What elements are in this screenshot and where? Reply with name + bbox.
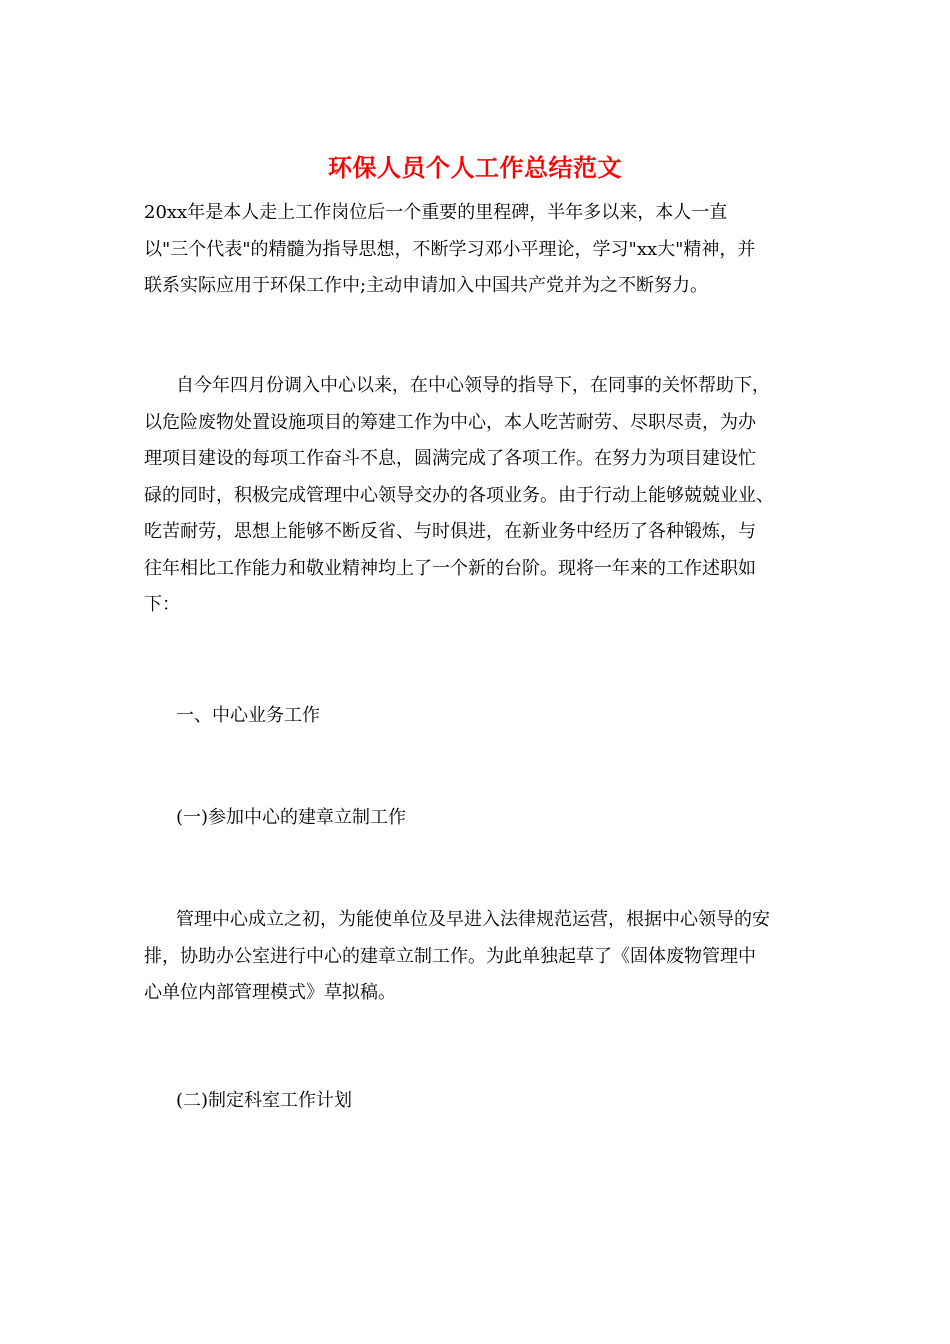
subsection-heading: (一)参加中心的建章立制工作: [176, 807, 407, 828]
section-heading: 一、中心业务工作: [176, 705, 320, 726]
intro-line: 20xx年是本人走上工作岗位后一个重要的里程碑，半年多以来，本人一直: [144, 202, 728, 223]
paragraph-line: 排，协助办公室进行中心的建章立制工作。为此单独起草了《固体废物管理中: [144, 945, 756, 967]
paragraph-line: 管理中心成立之初，为能使单位及早进入法律规范运营，根据中心领导的安: [176, 909, 770, 930]
paragraph-line: 碌的同时，积极完成管理中心领导交办的各项业务。由于行动上能够兢兢业业、: [144, 484, 774, 506]
intro-line: 以"三个代表"的精髓为指导思想，不断学习邓小平理论，学习"xx大"精神，并: [144, 238, 756, 260]
paragraph-line: 理项目建设的每项工作奋斗不息，圆满完成了各项工作。在努力为项目建设忙: [144, 448, 756, 469]
intro-paragraph: [144, 195, 814, 305]
paragraph-line: 以危险废物处置设施项目的筹建工作为中心，本人吃苦耐劳、尽职尽责，为办: [144, 411, 756, 433]
intro-line: 联系实际应用于环保工作中;主动申请加入中国共产党并为之不断努力。: [144, 275, 709, 296]
paragraph-line: 吃苦耐劳，思想上能够不断反省、与时俱进，在新业务中经历了各种锻炼，与: [144, 521, 756, 542]
paragraph-line: 往年相比工作能力和敬业精神均上了一个新的台阶。现将一年来的工作述职如: [144, 557, 756, 579]
paragraph-line: 下：: [144, 594, 180, 615]
subsection-heading: (二)制定科室工作计划: [176, 1090, 353, 1111]
rules-paragraph: [144, 902, 814, 1012]
document-title: 环保人员个人工作总结范文: [328, 153, 622, 182]
work-summary-paragraph: [144, 368, 814, 624]
paragraph-line: 自今年四月份调入中心以来，在中心领导的指导下，在同事的关怀帮助下，: [176, 375, 770, 396]
paragraph-line: 心单位内部管理模式》草拟稿。: [144, 982, 396, 1003]
